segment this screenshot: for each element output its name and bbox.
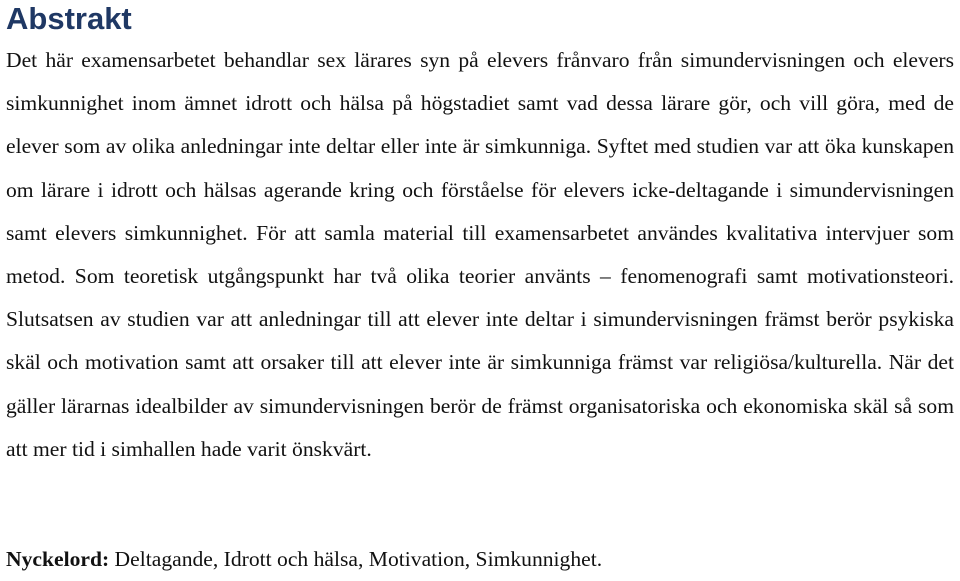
abstract-paragraph: Det här examensarbetet behandlar sex lärares syn på elevers frånvaro från simundervisningen och elevers simkunnighet inom ämnet idrott och hälsa på högstadiet samt vad dessa lärare gör, och vill göra, med de elever som av olika anledningar inte deltar eller inte är simkunniga. Syftet med studien var att öka kunskapen om lärare i idrott och hälsas agerande kring och förståelse för elevers icke-deltagande i simundervisningen samt elevers simkunnighet. För att samla material till examensarbetet användes kvalitativa intervjuer som metod. Som teoretisk utgångspunkt har två olika teorier använts – fenomenografi samt motivationsteori. Slutsatsen av studien var att anledningar till att elever inte deltar i simundervisningen främst berör psykiska skäl och motivation samt att orsaker till att elever inte är simkunniga främst var religiösa/kulturella. När det gäller lärarnas idealbilder av simundervisningen berör de främst organisatoriska och ekonomiska skäl så som att mer tid i simhallen hade varit önskvärt. — [6, 48, 954, 461]
keywords-value: Deltagande, Idrott och hälsa, Motivation, Simkunnighet. — [109, 547, 603, 571]
keywords-label: Nyckelord: — [6, 547, 110, 571]
keywords-line — [6, 538, 602, 581]
page-title: Abstrakt — [6, 1, 132, 36]
